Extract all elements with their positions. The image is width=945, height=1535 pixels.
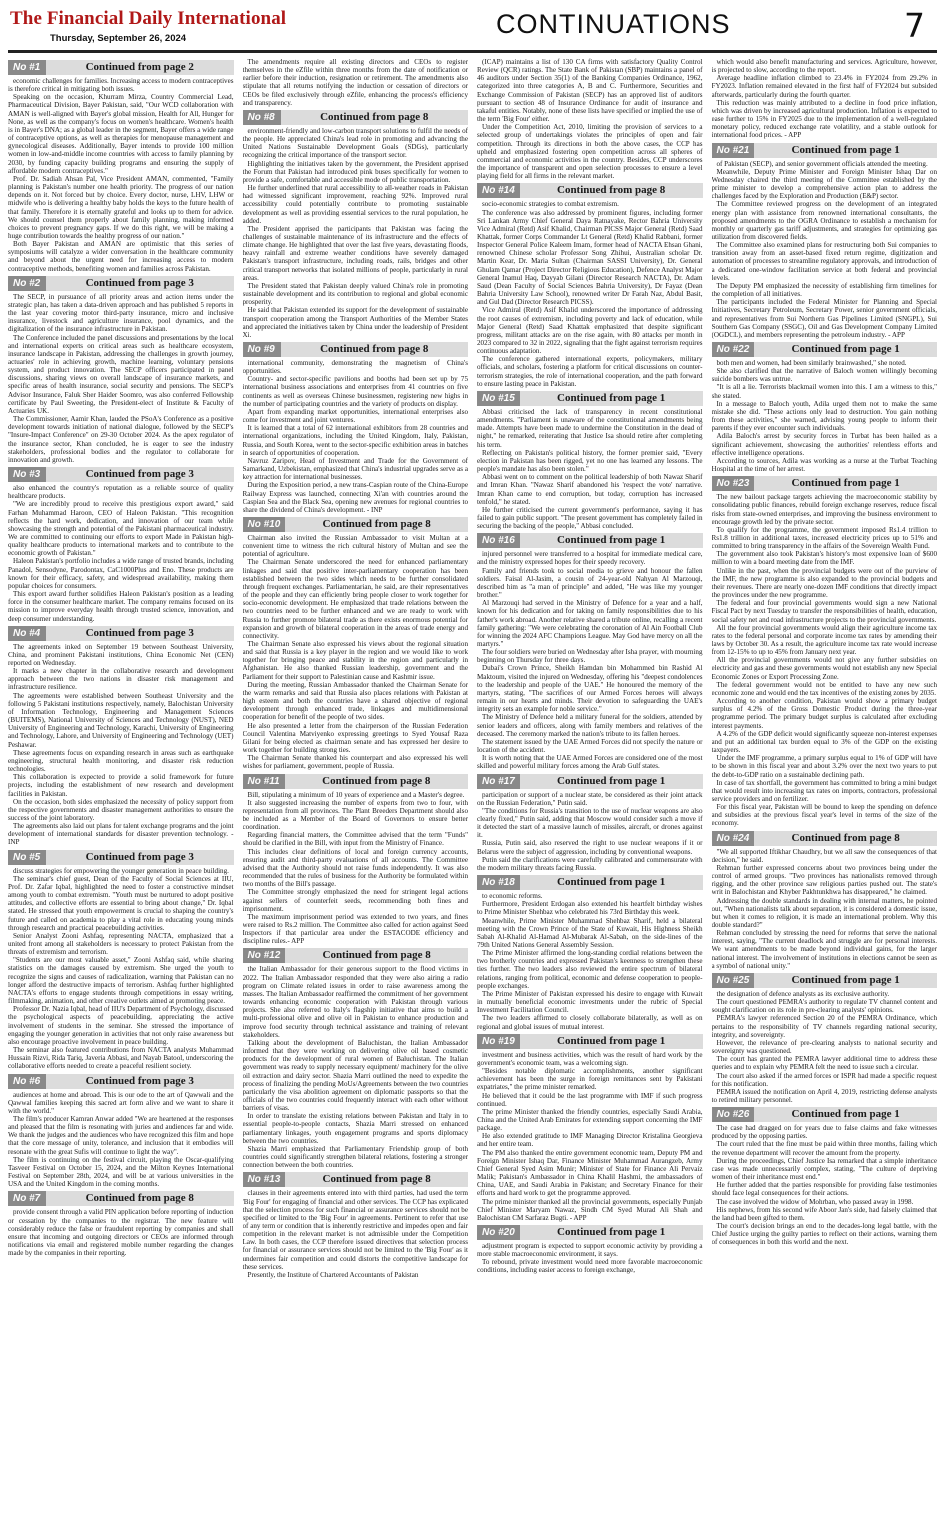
page-number: 7 [904,6,925,45]
paragraph: "We are incredibly proud to receive this prestigious export award," said Farhan Muhammad Haroon, CEO of Haleon Pakistan. "This recognition reflects the hard work, dedication, and innovation of our team while showcasing the strength and potential of the Pakistani pharmaceutical industry. We are committed to continuing our efforts to export Made in Pakistan high-quality healthcare products to international markets and to contribute to the economic growth of Pakistan." [8,500,234,558]
continued-from-label: Continued from page 3 [46,467,234,482]
paragraph: This collaboration is expected to provide a solid framework for future projects, including the establishment of new research and development facilities in Pakistan. [8,773,234,798]
column-2 [243,58,469,1521]
story-body [243,791,469,946]
paragraph: Country- and sector-specific pavilions and booths had been set up by 75 international business associations and enterprises from 41 countries on five continents as well as overseas Chinese businessmen, registering new highs in the number of participating countries and the variety of products on display. [242,375,468,408]
paragraph: The conference gathered international experts, policymakers, military officials, and scholars, fostering a platform for critical discussions on counter-terrorism strategies, the role of international cooperation, and the path forward to ensure lasting peace in Pakistan. [477,355,703,388]
paragraph: The case involved the widow of Mohrban, who passed away in 1998. [716,1197,914,1206]
paragraph: It is worth noting that the UAE Armed Forces are considered one of the most skilled and powerful military forces among the Arab Gulf states. [477,754,703,771]
continued-from-label: Continued from page 1 [520,391,703,406]
paragraph: The Conference included the panel discussions and presentations by the local and international experts on critical areas such as healthcare ecosystem, insurance landscape in Pakistan, addressing the challenges in growth journey, actuaries' role in achieving growth, machine learning, voluntary pensions system, and product innovation. The SECP officers participated in panel discussions, sharing views on overall landscape of insurance markets, and specific areas of health insurance, social security and pensions. The SECP's Advisor Insurance, Faluk Sher Haider Soomro, was also conferred Fellowship certificate by Paul Sweeting, the President-elect of Institute & Faculty of Actuaries UK. [8,333,234,415]
continuation-story [243,110,469,339]
paragraph: economic challenges for families. Increasing access to modern contraceptives is therefore critical in mitigating both issues. [8,77,234,94]
story-body [477,58,703,180]
story-body [8,484,234,623]
story-number-tag: No #10 [243,517,286,532]
story-number-tag: No #17 [477,774,520,789]
story-number-tag: No #20 [477,1225,520,1240]
story-header [712,831,938,846]
paragraph: In a message to Baloch youth, Adila urged them not to make the same mistake she did. "These actions only lead to destruction. You gain nothing from these activities," she warned, advising young people to inform their parents if they ever encounter such individuals. [711,399,937,433]
paragraph: the Italian Ambassador for their generous support to the flood victims in 2022. The Italian Ambassador responded that they were also airing a radio program on Climate related issues in order to raise awareness among the masses. The Italian Ambassador reaffirmed the commitment of her government towards enhancing economic cooperation with Pakistan through various projects. She also referred to Italy's flagship initiative that aims to build a multi-professional olive and olive oil in Pakistan to enhance production and improve food security through technical assistance and training of relevant stakeholders. [242,965,468,1039]
paragraph: The Prime Minister of Pakistan expressed his desire to engage with Kuwait in mutually beneficial economic investments under the rubric of Special Investment Facilitation Council. [477,989,703,1015]
paragraph: It is learned that a total of 62 international exhibitors from 28 countries and international organizations, including the United Kingdom, Italy, Pakistan, Russia, and South Korea, went to the sector-specific exhibition areas in batches in search of opportunities of cooperation. [242,424,468,457]
paragraph: Presently, the Institute of Chartered Accountants of Pakistan [247,1270,419,1279]
story-header [712,476,938,491]
story-header [243,342,469,357]
story-body [8,77,234,273]
section-title: CONTINUATIONS [496,9,731,39]
paragraph: The Committee reviewed progress on the development of an integrated energy plan with assistance from renowned international consultants, the proposed amendments to the OGRA Ordinance to establish a mechanism for monthly or quarterly gas tariff adjustments, and strategies for optimizing gas utilization from discovered fields. [711,200,937,241]
story-body [243,58,469,107]
paragraph: participation or support of a nuclear state, be considered as their joint attack on the Russian Federation," Putin said. [477,790,703,807]
continued-from-label: Continued from page 1 [520,1225,703,1240]
paragraph: To rebound, private investment would need more favorable macroeconomic conditions, including easier access to foreign exchange, [477,1258,703,1275]
paragraph: Prof. Dr. Sadiah Ahsan Pal, Vice President AMAN, commented, "Family planning is Pakistan's number one health priority. The progress of our nation depends on it. Not forced but by choice. Every doctor, nurse, LHV, LHW or midwife who is delivering a healthy baby holds the keys to the future health of that family. Therefore it is eternally grateful and looks up to them for advice. We should counsel them properly about family planning, making informed choices to prevent pregnancy gaps. If we do this right, we will be making a huge contribution towards the healthy progress of our nation." [8,174,234,240]
continued-from-label: Continued from page 8 [285,1172,468,1187]
continuation-story [243,58,469,107]
story-number-tag: No #12 [243,948,286,963]
story-body [712,493,938,827]
paragraph: environment-friendly and low-carbon transport solutions to fulfil the needs of the people. He appreciated China's lead role in promoting and advancing the United Nations Sustainable Development Goals (SDGs), particularly recognizing the critical importance of the transport sector. [242,126,468,160]
continuation-story [712,476,938,827]
story-body [477,892,703,1031]
paragraph: A 4.2% of the GDP deficit would significantly squeeze non-interest expenses and put an additional tax burden equal to 3% of the GDP on the existing taxpayers. [711,729,937,755]
paragraph: This export award further solidifies Haleon Pakistan's position as a leading force in the consumer healthcare market. The company remains focused on its mission to improve everyday health through trusted science, innovation, and deep consumer understanding. [8,590,234,623]
story-header [477,875,703,890]
story-header [477,183,703,198]
column-1 [8,58,234,1521]
paragraph: In case of tax shortfall, the government has committed to bring a mini budget that would result into increasing tax rates on imports, contractors, professional service providers and on fertilizer. [711,778,937,803]
paragraph: Haleon Pakistan's portfolio includes a wide range of trusted brands, including Panadol, Sensodyne, Parodontax, CaC1000Plus and Eno. These products are known for their efficacy, safety, and widespread availability, making them popular choices for consumers. [8,557,234,590]
story-body [243,965,469,1169]
story-number-tag: No #4 [8,626,46,641]
story-number-tag: No #2 [8,276,46,291]
paragraph: All the provincial governments would not give any further subsidies on electricity and gas and these governments would not establish any new Special Economic Zones or Export Processing Zone. [711,656,937,681]
newspaper-page [8,6,937,1523]
paragraph: The Deputy PM emphasized the necessity of establishing firm timelines for the completion of all initiatives. [711,281,937,299]
story-header [712,143,938,158]
story-body [712,58,938,140]
continuation-story [477,774,703,873]
paragraph: injured personnel were transferred to a hospital for immediate medical care, and the ministry expressed hopes for their speedy recovery. [477,550,703,567]
paragraph: The agreements also laid out plans for talent exchange programs and the joint development of international standards for disaster prevention technology. - INP [8,822,234,847]
continued-from-label: Continued from page 3 [46,1074,234,1089]
paragraph: Regarding financial matters, the Committee advised that the term "Funds" should be clarified in the Bill, with input from the Ministry of Finance. [242,831,468,848]
story-body [477,200,703,388]
paragraph: The President apprised the participants that Pakistan was facing the challenges of sustainable maintenance of its infrastructure and the effects of climate change. He highlighted that over the last five years, devastating floods, heavy rainfall and extreme weather conditions have severely damaged Pakistan's transport infrastructure, including roads, rails, bridges and other critical transport networks that isolated millions of people, particularly in rural areas. [242,224,468,282]
paragraph: The amendments require all existing directors and CEOs to register themselves in the eZfile within three months from the date of notification or earlier before their induction, resignation or retirement. The amendments also stipulate that all returns notifying the induction or cessation of directors or CEOs be filed exclusively through eZfile, enhancing the process's efficiency and transparency. [242,58,468,107]
masthead [8,6,937,53]
paragraph: Navruz Zaripov, Head of Investment and Trade for the Government of Samarkand, Uzbekistan, emphasized that China's industrial upgrades serve as a key attraction for international businesses. [242,456,468,482]
continuation-story [8,276,234,464]
paragraph: The Chairman Senate underscored the need for enhanced parliamentary linkages and said that positive inter-parliamentary cooperation has been established between the two sides which needs to be further consolidated through frequent exchanges. Parliamentarian, he said, are their representatives of the people and they can efficiently bring people closer to work together for socio-economic development. He emphasized that trade relations between the two countries need to be further enhanced and we are ready to work with Russia to further promote bilateral trade as there exists enormous potential for expansion and growth of bilateral cooperation in the areas of trade energy and connectivity. [242,558,468,640]
paragraph: He further added that the parties responsible for providing false testimonies should face legal consequences for their actions. [711,1181,937,1198]
continuation-story [712,831,938,970]
story-number-tag: No #8 [243,110,281,125]
paragraph: On the occasion, both sides emphasized the necessity of policy support from the respective governments and disaster management authorities to ensure the success of the joint laboratory. [8,797,234,822]
paragraph: In order to translate the existing relations between Pakistan and Italy in to essential people-to-people contacts, Shazia Marri stressed on enhanced parliamentary linkages, youth engagement programs and sports diplomacy between the two countries. [242,1112,468,1145]
continuation-story [477,58,703,180]
paragraph: The two leaders affirmed to closely collaborate bilaterally, as well as on regional and global issues of mutual interest. [477,1014,703,1031]
continued-from-label: Continued from page 1 [520,774,703,789]
story-header [477,774,703,789]
paragraph: investment and business activities, which was the result of hard work by the government's economic team, was a welcoming sign. [477,1050,703,1067]
paragraph: The Chairman Senate thanked his counterpart and also expressed his well wishes for parliament, government, people of Russia. [242,754,468,771]
paragraph: The court's decision brings an end to the decades-long legal battle, with the Chief Justice urging the guilty parties to reflect on their actions, warning them of consequences in both this world and the next. [711,1222,937,1247]
paragraph: Family and friends took to social media to grieve and honour the fallen soldiers. Faisal Al-Jasim, a cousin of 24-year-old Nahyan Al Marzouqi, described him as "a man of principle" and added, "He was like my younger brother." [477,566,703,600]
paragraph: of Pakistan (SECP), and senior government officials attended the meeting. [716,159,928,168]
continued-from-label: Continued from page 3 [46,276,234,291]
paragraph: Rehman concluded by stressing the need for reforms that serve the national interest, saying, "The current deadlock and struggle are for personal interests. We want amendments to be made beyond individual gains, for the larger national interest. The involvement of institutions in elections cannot be seen as a symbol of national unity." [711,929,937,970]
paragraph: "Besides notable diplomatic accomplishments, another significant achievement has been the surge in foreign remittances sent by Pakistani expatriates," the prime minister remarked. [477,1067,703,1092]
paragraph: During the Exposition period, a new trans-Caspian route of the China-Europe Railway Express was launched, connecting Xi'an with countries around the Caspian Sea and the Black Sea, opening new avenues for regional countries to share the dividend of China's development. - INP [242,481,468,514]
story-body [8,643,234,847]
paragraph: The federal government would not be entitled to have any new such economic zone and would end the tax incentives of the existing zones by 2035. [711,680,937,697]
continued-from-label: Continued from page 2 [46,60,234,75]
paragraph: The Commissioner, Aamir Khan, lauded the PSoA's Conference as a positive development towards initiation of national dialogue, followed by the SECP's "Insure-Impact Conference" on 29-30 October 2024. As the apex regulator of the insurance sector, Khan concluded, he is eager to see the industry stakeholders, professional bodies and the regulator to collaborate for innovation and growth. [8,415,234,464]
paragraph: Rehman further expressed concerns about two provinces being under the control of armed groups. "Two provinces has nationalists removed through rigging, and the other province saw religious parties pushed out. The state's writ in Balochistan and Khyber Pakhtunkhwa has disappeared," he claimed. [711,863,937,897]
paragraph: He further underlined that rural accessibility to all-weather roads in Pakistan had witnessed significant improvement, reaching 92%. Improved rural accessibility could potentially contribute to promoting sustainable development as well as providing essential services to the rural population, he added. [242,184,468,225]
story-number-tag: No #24 [712,831,755,846]
story-header [8,1191,234,1206]
paragraph: She also clarified that the narrative of Baloch women willingly becoming suicide bombers was untrue. [711,367,937,384]
paragraph: During the proceedings, Chief Justice Isa remarked that a simple inheritance case was made unnecessarily complex, stating, "The culture of depriving women of their inheritance must end." [711,1156,937,1182]
continuation-story [243,517,469,771]
paragraph: The federal and four provincial governments would sign a new National Fiscal Pact by next Tuesday to transfer the responsibilities of health, education, social safety net and road infrastructure projects to the provincial governments. [711,599,937,624]
story-body [243,127,469,339]
paragraph: The seminar also featured contributions from NACTA analysts Muhammad Hussain Rizvi, Rida Tariq, Javeria Abbasi, and Nayab Batool, underscoring the collaborative efforts needed to create a peaceful resilient society. [8,1046,234,1071]
story-header [712,973,938,988]
continuation-story [477,183,703,388]
paragraph: (ICAP) maintains a list of 130 CA firms with satisfactory Quality Control Review (QCR) ratings. The State Bank of Pakistan (SBP) maintains a panel of 46 auditors under Section 35(1) of the Banking Companies Ordinance, 1962, categorized into three categories A, B and C. Furthermore, Securities and Exchange Commission of Pakistan (SECP) has an approved list of auditors pursuant to section 48 of Insurance Ordinance for audit of insurance and takaful entities. Notably, none of these lists have specified or implied the use of the term 'Big Four' either. [477,58,703,124]
story-number-tag: No #23 [712,476,755,491]
article-columns [8,58,937,1521]
paragraph: The agreements inked on September 19 between Southeast University, China, and prominent Pakistani institutions, China Economic Net (CEN) reported on Wednesday. [8,642,234,667]
paragraph: According to sources, Adila was working as a nurse at the Turbat Teaching Hospital at the time of her arrest. [711,456,937,474]
paragraph: The case had dragged on for years due to false claims and fake witnesses produced by the opposing parties. [711,1124,937,1141]
continuation-story [477,1225,703,1275]
paragraph: Unlike in the past, when the provincial budgets were out of the purview of the IMF, the new programme is also expanded to the provincial budgets and their revenues. There are nearly one-dozen IMF conditions that directly impact the provinces under the new programme. [711,566,937,600]
paragraph: Adila Baloch's arrest by security forces in Turbat has been hailed as a significant achievement, showcasing the authorities' relentless efforts and effective intelligence operations. [711,432,937,457]
continuation-story [243,1172,469,1279]
paragraph: These agreements focus on expanding research in areas such as earthquake engineering, structural health monitoring, and disaster risk reduction technologies. [8,748,234,774]
paragraph: PEMRA's lawyer referenced Section 20 of the PEMRA Ordinance, which pertains to the responsibility of TV channels regarding national security, integrity, and sovereignty. [711,1014,937,1039]
paragraph: The seminar's chief guest, Dean of the Faculty of Social Sciences at IIU, Prof. Dr. Zafar Iqbal, highlighted the need to foster a constructive mindset among youth to combat extremism. "Youth must be nurtured to adopt positive attitudes, and collective efforts are essential to bring about change," Dr. Iqbal stated. He stressed that youth empowerment is crucial to shaping the country's future and called on academia to play a vital role in educating young minds through research and practical peacebuilding activities. [8,874,234,932]
story-number-tag: No #3 [8,467,46,482]
paragraph: discuss strategies for empowering the younger generation in peace building. [13,866,229,875]
paragraph: All the four provincial governments would align their agriculture income tax rates to the federal personal and corporate income tax rates by amending their laws by October 30. As a result, the agriculture income tax rate would increase from 12-15% to up to 45% from January next year. [711,623,937,657]
column-3 [477,58,703,1521]
paragraph: The participants included the Federal Minister for Planning and Special Initiatives, Secretary Petroleum, Secretary Power, senior government officials, and representatives from Sui Northern Gas Pipelines Limited (SNGPL), Sui Southern Gas Company (SSGC), Oil and Gas Development Company Limited (OGDCL), and members representing the petroleum industry. - APP [711,298,937,339]
story-header [8,626,234,641]
paragraph: Chairman also invited the Russian Ambassador to visit Multan at a convenient time to witness the rich cultural history of Multan and see the potential of agriculture. [242,533,468,559]
continuation-story [8,1191,234,1257]
continuation-story [712,973,938,1104]
story-header [8,1074,234,1089]
paragraph: His nephews, from his second wife Aboor Jan's side, had falsely claimed that the land had been gifted to them. [711,1205,937,1222]
paragraph: Addressing the double standards in dealing with internal matters, he pointed out, "When nationalists talk about separation, it is considered a domestic issue, but when it comes to religion, it is made an international problem. Why this double standard?" [711,896,937,929]
paragraph: He further criticised the current government's performance, saying it has failed to gain public support. "The present government has completely failed in securing the backing of the people," Abbasi concluded. [477,505,703,531]
paragraph: However, the relevance of pre-clearing analysts to national security and sovereignty was questioned. [711,1038,937,1056]
paragraph: The maximum imprisonment period was extended to two years, and fines were raised to Rs.2 million. The Committee also called for action against Seed Inspectors if that particular area under the ESTACODE efficiency and discipline rules.- APP [242,912,468,946]
paragraph: "The conditions for Russia's transition to the use of nuclear weapons are also clearly fixed," Putin said, adding that Moscow would consider such a move if it detected the start of a massive launch of missiles, aircraft, or drones against it. [477,806,703,840]
continuation-story [243,342,469,514]
continued-from-label: Continued from page 8 [520,183,703,198]
story-number-tag: No #11 [243,774,285,789]
paragraph: "We all supported Iftikhar Chaudhry, but we all saw the consequences of that decision," he said. [711,847,937,864]
continuation-story [8,467,234,623]
paragraph: The four soldiers were buried on Wednesday after Isha prayer, with mourning beginning on Thursday for three days. [477,648,703,665]
paragraph: both men and women, had been similarly brainwashed," she noted. [716,359,907,367]
story-number-tag: No #6 [8,1074,46,1089]
story-number-tag: No #18 [477,875,520,890]
story-header [477,533,703,548]
continued-from-label: Continued from page 8 [46,1191,234,1206]
paragraph: To qualify for the programme, the government imposed Rs1.4 trillion to Rs1.8 trillion in additional taxes, increased electricity prices up to 51% and committed to bring transparency in the affairs of the Sovereign Wealth Fund. [711,525,937,551]
column-4 [712,58,938,1521]
continued-from-label: Continued from page 8 [754,831,937,846]
story-number-tag: No #5 [8,850,46,865]
continuation-story [477,875,703,1031]
paragraph: The court has granted the PEMRA lawyer additional time to address these queries and to explain why PEMRA felt the need to issue such a circular. [711,1055,937,1072]
paragraph: The Committee also examined plans for restructuring both Sui companies to transition away from an asset-based fixed return regime, digitization and automation of processes to streamline regulatory approvals, and introduction of a dedicated one-window facilitation service at both federal and provincial levels. [711,241,937,282]
story-body [477,550,703,770]
paragraph: international community, demonstrating the magnetism of China's opportunities. [242,359,468,376]
continued-from-label: Continued from page 8 [285,774,468,789]
story-body [8,1208,234,1257]
story-header [8,850,234,865]
continuation-story [712,143,938,339]
continuation-story [712,58,938,140]
paragraph: Abbasi criticised the lack of transparency in recent constitutional amendments. "Parliament is unaware of the constitutional amendments being made. Attempts have been made to undermine the Constitution in the dead of night," he remarked, reiterating that Justice Isa should retire after completing his term. [477,407,703,449]
story-number-tag: No #22 [712,342,755,357]
story-number-tag: No #21 [712,143,755,158]
continuation-story [8,60,234,273]
story-number-tag: No #1 [8,60,46,75]
paragraph: "Students are our most valuable asset," Zooni Ashfaq said, while sharing statistics on the damages caused by extremism. She urged the youth to recognize the signs and causes of radicalization, warning that Pakistan can no longer afford the destructive impacts of terrorism. Ashfaq further highlighted NACTA's efforts to engage students through competitions in essay writing, filmmaking, animation, and other creative outlets aimed at promoting peace. [8,956,234,1006]
paragraph: The film's producer Kamran Anwar added "We are heartened at the responses and pleased that the film is resonating with juries and audiences far and wide. We thank the judges and the audiences who have recognized this film and hope that the core message of unity, tolerance, and inclusion that it embodies will resonate with the great Sufis will continue to light the way". [8,1114,234,1156]
paragraph: Meanwhile, Deputy Prime Minister and Foreign Minister Ishaq Dar on Wednesday chaired the third meeting of the Committee established by the prime minister to develop a comprehensive action plan to address the challenges faced by the Exploration and Production (E&P) sector. [711,167,937,201]
paragraph: clauses in their agreements entered into with third parties, had used the term 'Big Four' for engaging of financial and other services. The CCP has explicated that the selection process for such financial or assurance services should not be specified or limited to the 'Big Four' in agreements. Pertinent to refer that use of any term or condition that is inherently restrictive and impedes open and fair competition in the relevant market is not admissible under the Competition Law. In both cases, the CCP therefore issued directives that selection process for financial or assurance services should not be limited to the 'Big Four' as it undermines fair competition and could distorts the competitive landscape for these services. [242,1189,468,1271]
paragraph: The Ministry of Defence held a military funeral for the soldiers, attended by senior leaders and officers, along with family members and relatives of the deceased. The ceremony marked the nation's tribute to its fallen heroes. [477,713,703,738]
story-body [477,791,703,873]
story-body [243,359,469,514]
continued-from-label: Continued from page 1 [754,1107,937,1122]
paragraph: Putin said the clarifications were carefully calibrated and commensurate with the modern military threats facing Russia. [477,855,703,872]
paragraph: Highlighting the initiatives taken by the government, the President apprised the Forum that Pakistan had introduced pink buses specifically for women to provide a safe, comfortable and accessible mode of public transportation. [242,159,468,184]
story-body [712,359,938,473]
paragraph: Average headline inflation climbed to 23.4% in FY2024 from 29.2% in FY2023. Inflation remained elevated in the first half of FY2024 but subsided afterwards, particularly during the fourth quarter. [711,74,937,99]
story-body [243,534,469,771]
story-body [477,1051,703,1222]
paragraph: Speaking on the occasion, Khurram Mirza, Country Commercial Lead, Pharmaceutical Division, Bayer Pakistan, said, "Our WCD collaboration with AMAN is well-aligned with Bayer's global mission, Health for All, Hunger for None, as well as the company's focus on women's healthcare. Women's health is in Bayer's DNA; as a global leader in the segment, Bayer offers a wide range of contraceptive options, as well as therapies for menopause management and gynecological diseases. Additionally, Bayer intends to provide 100 million women in low-and-middle income countries with access to family planning by 2030, by funding capacity building programs and ensuring the supply of affordable modern contraceptives." [8,93,234,175]
story-number-tag: No #14 [477,183,520,198]
story-header [712,342,938,357]
paragraph: The new bailout package targets achieving the macroeconomic stability by consolidating public finances, rebuild foreign exchange reserves, reduce fiscal risks from state-owned enterprises, and improving the business environment to encourage growth led by the private sector. [711,493,937,526]
paragraph: Furthermore, President Erdogan also extended his heartfelt birthday wishes to Prime Minister Shehbaz who celebrated his 73rd Birthday this week. [477,900,703,917]
continuation-story [477,1034,703,1222]
paragraph: The agreements were established between Southeast University and the following 5 Pakistani institutions respectively, namely, Balochistan University of Information Technology, Engineering and Management Sciences (BUITEMS), National University of Sciences and Technology (NUST), NED University of Engineering and Technology, Karachi, University of Engineering and Technology, Lahore, and University of Engineering and Technology (UET) Peshawar. [8,691,234,749]
paragraph: Under the IMF programme, a primary surplus equal to 1% of GDP will have to be shown in this fiscal year and about 3.2% over the next two years to put the debt-to-GDP ratio on a sustainable declining path. [711,754,937,779]
continuation-story [477,533,703,770]
paragraph: The conference was also addressed by prominent figures, including former Sri Lankan Army Chief General Daya Ratnayake, Rector Bahria University Vice Admiral (Retd) Asif Khalid, Chairman PICSS Major General (Retd) Saad Khattak, former Corps Commander Lt General (Retd) Khalid Rabbani, former Inspector General Police Kaleem Imam, former head of NACTA Ehsan Ghani, renowned Chinese scholar Professor Song Zhihui, Australian scholar Dr. Martin Kear, Dr. Maria Sultan (Chairman SASSI University), Dr. General Ghulam Qamar (Project Director Religious Education), Defence Analyst Major General Inamul Haq, Dayyab Gilani (Director Research NACTA), Dr. Adam Saud (Dean Faculty of Social Sciences Bahria University), Dr Fayaz (Dean Bahria University Law School), renowned writer Dr Farah Naz, Abdul Basit, and Gul Dad (Director Research PICSS). [477,208,703,307]
paragraph: He said that Pakistan extended its support for the development of sustainable transport cooperation among the Transport Authorities of the Member States and appreciated the initiatives taken by China under the leadership of President Xi. [242,306,468,339]
continued-from-label: Continued from page 3 [46,850,234,865]
continuation-story [477,391,703,530]
continuation-story [8,850,234,1071]
paragraph: It also suggested increasing the number of experts from two to four, with representation from all provinces. The Plant Breeders Department should also be included as a Member of the Board of Governors to ensure better coordination. [242,798,468,832]
paragraph: According to another condition, Pakistan would show a primary budget surplus of 4.2% of the Gross Domestic Product during the three-year programme period. The primary budget surplus is calculated after excluding interest payments. [711,697,937,730]
paragraph: to economic reforms. [482,892,543,901]
continued-from-label: Continued from page 3 [46,626,234,641]
paragraph: Al Marzouqi had served in the Ministry of Defence for a year and a half, known for his dedication and for taking on family responsibilities due to his father's work abroad. Another relative shared a tribute online, recalling a recent family gathering: "We were celebrating the coronation of Al Ain Football Club for winning the 2024 AFC Champions League. May God have mercy on all the martyrs." [477,599,703,648]
paragraph: Professor Dr. Nazia Iqbal, head of IIU's Department of Psychology, discussed the psychological aspects of peacebuilding, appreciating the active involvement of students in the seminar. She stressed the importance of engaging the younger generation in activities that not only raise awareness but also encourage proactive involvement in peace building. [8,1005,234,1046]
paragraph: This includes clear definitions of local and foreign currency accounts, ensuring audit and third-party evaluations of all accounts. The Committee advised that the Authority should not raise funds independently. It was also recommended that the rules of business for the Authority be formulated within two months of the Bill's passage. [242,847,468,889]
story-header [243,517,469,532]
story-number-tag: No #9 [243,342,281,357]
paragraph: provide consent through a valid PIN application before reporting of induction or cessation by the companies to the registrar. The new feature will considerably reduce the false or fraudulent reporting by companies and shall ensure that incoming and outgoing directors or CEOs are informed through notifications via email and registered mobile number regarding the changes made by the companies in their reporting. [8,1208,234,1258]
story-header [8,60,234,75]
story-header [243,948,469,963]
story-body [477,1242,703,1275]
story-header [477,1034,703,1049]
continued-from-label: Continued from page 1 [520,875,703,890]
paragraph: The prime Minister thanked the friendly countries, especially Saudi Arabia, China and the United Arab Emirates for extending support concerning the IMF package. [477,1107,703,1133]
story-number-tag: No #16 [477,533,520,548]
paragraph: The SECP, in pursuance of all priority areas and action items under the strategic plan, has taken a data-driven approach and has published 5 reports in the last year covering motor third-party insurance, micro and inclusive insurance, livestock and agriculture insurance, pool dynamics, and the digitalization of the insurance infrastructure in Pakistan. [8,292,234,334]
story-number-tag: No #13 [243,1172,286,1187]
continued-from-label: Continued from page 1 [754,342,937,357]
continued-from-label: Continued from page 8 [285,517,468,532]
story-header [712,1107,938,1122]
paragraph: The court also asked if the armed forces or ISPR had made a specific request for this notification. [711,1071,937,1088]
paragraph: It marks a new chapter in the collaborative research and development approach between the two nations in disaster risk management and infrastructure resilience. [8,667,234,692]
continuation-story [712,1107,938,1246]
story-body [712,848,938,970]
paragraph: The film is continuing on the festival circuit, playing the Oscar-qualifying Tasveer Festival on October 15, 2024, and the Milton Keynes International Festival on September 28th, 2024, and will be at various universities in the USA and the United Kingdom in the coming months. [8,1155,234,1189]
story-header [8,276,234,291]
paragraph: Vice Admiral (Retd) Asif Khalid underscored the importance of addressing the root causes of extremism, including poverty and lack of education, while Major General (Retd) Saad Khattak emphasized that despite significant progress, militant attacks are on the rise again, with 80 attacks per month in 2023 compared to 32 in 2022, signaling that the fight against terrorism requires continuous adaptation. [477,306,703,356]
paragraph: adjustment program is expected to support economic activity by providing a more stable macroeconomic environment, it says. [477,1242,703,1259]
continued-from-label: Continued from page 1 [520,533,703,548]
continued-from-label: Continued from page 8 [281,110,469,125]
paragraph: The statement issued by the UAE Armed Forces did not specify the nature or location of the accident. [477,737,703,755]
story-body [712,990,938,1104]
story-body [8,1091,234,1189]
paragraph: The prime minister thanked all the provincial governments, especially Punjab Chief Minister Maryam Nawaz, Sindh CM Syed Murad Ali Shah and Balochistan CM Sarfaraz Bugti. - APP [477,1197,703,1222]
story-header [243,110,469,125]
paragraph: The court questioned PEMRA's authority to regulate TV channel content and sought clarification on its role in pre-clearing analysts' opinions. [711,998,937,1015]
paragraph: the designation of defence analysts as its exclusive authority. [716,989,890,998]
continued-from-label: Continued from page 1 [520,1034,703,1049]
paragraph: Talking about the development of Baluchistan, the Italian Ambassador informed that they were working on delivering olive oil based cosmetic products for the development of rural women of Baluchistan. The Italian government was ready to supply necessary equipment/ machinery for the olive oil extraction and dairy sector. Shazia Marri outlined the need to expedite the process of finalizing the pending MoUs/Agreements between the two countries particularly the visa abolition agreement on diplomatic passports so that the officials of the two countries could frequently interact with each other without barriers of visas. [242,1038,468,1113]
paragraph: This reduction was mainly attributed to a decline in food price inflation, which was driven by increased agricultural production. Inflation is expected to ease further to 15% in FY2025 due to the implementation of a well-regulated monetary policy, reduced exchange rate volatility, and a stable outlook for international food prices. - APP [711,98,937,140]
continued-from-label: Continued from page 1 [754,476,937,491]
paragraph: also enhanced the country's reputation as a reliable source of quality healthcare products. [8,484,234,501]
story-body [477,408,703,530]
story-header [477,391,703,406]
paragraph: Shazia Marri emphasized that Parliamentary Friendship group of both countries could significantly strengthen bilateral relations, fostering a stronger connection between the both countries. [242,1144,468,1170]
continuation-story [712,342,938,473]
paragraph: The government also took Pakistan's history's most expensive loan of $600 million to win a board meeting date from the IMF. [711,550,937,567]
paragraph: Dubai's Crown Prince, Sheikh Hamdan bin Mohammed bin Rashid Al Maktoum, visited the injured on Wednesday, offering his "deepest condolences to the leadership and people of the UAE." He honoured the memory of the martyrs, stating, "The sacrifices of our Armed Forces heroes will always remain in our hearts and minds. Their devotion to safeguarding the UAE's integrity sets an example for noble service." [477,664,703,714]
paragraph: Abbasi went on to comment on the political leadership of both Nawaz Sharif and Imran Khan. "Nawaz Sharif abandoned his 'respect the vote' narrative. Imran Khan came to end corruption, but today, corruption has increased tenfold," he stated. [477,473,703,506]
continuation-story [243,774,469,946]
paragraph: Reflecting on Pakistan's political history, the former premier said, "Every election in Pakistan has been rigged, yet no one has learned any lessons. The people's mandate has also been stolen." [477,448,703,474]
story-body [712,1124,938,1246]
paragraph: He also presented a letter from the chairperson of the Russian Federation Council Valentina Matviyenko expressing greetings to Syed Yousaf Raza Gilani for being elected as chairman senate and has expressed her desire to work together for building strong ties. [242,721,468,755]
story-header [477,1225,703,1240]
story-number-tag: No #25 [712,973,755,988]
paragraph: The Chairman Senate also expressed his views about the regional situation and said that Russia is a key player in the region and we would like to work together for bringing peace and stability in the region and particularly in Afghanistan. He also thanked Russian leadership, government and the Parliament for their support to Palestinian cause and Kashmir issue. [242,640,468,681]
continuation-story [243,948,469,1169]
story-body [712,160,938,339]
story-body [8,867,234,1071]
paragraph: socio-economic strategies to combat extremism. [482,200,619,209]
paragraph: Apart from expanding market opportunities, international enterprises also come for investment and joint ventures. [242,407,468,425]
paragraph: For this fiscal year, Pakistan will be bound to keep the spending on defence and subsidies at the previous fiscal year's level in terms of the size of the economy. [711,803,937,828]
paragraph: The President stated that Pakistan deeply valued China's role in promoting sustainable development and its contribution to regional and global economic prosperity. [242,281,468,307]
paragraph: "It is all a lie. Terrorists blackmail women into this. I am a witness to this," she stated. [711,383,937,400]
paragraph: Senior Analyst Zooni Ashfaq, representing NACTA, emphasized that a united front among all stakeholders is necessary to protect Pakistan from the threats of extremism and terrorism. [8,931,234,957]
paragraph: During the meeting, Russian Ambassador thanked the Chairman Senate for the warm remarks and said that Russia also places relations with Pakistan at high esteem and both the countries have a shared objective of regional development through enhanced trade, linkages and multidimensional cooperation for benefit of the people of two sides. [242,680,468,722]
continued-from-label: Continued from page 1 [754,143,937,158]
publication-date: Thursday, September 26, 2024 [50,33,187,44]
story-number-tag: No #15 [477,391,520,406]
paragraph: Both Bayer Pakistan and AMAN are optimistic that this series of symposiums will catalyze a wider conversation in the healthcare community and beyond about the urgent need for increasing access to modern contraceptive methods, benefiting women and families across Pakistan. [8,240,234,273]
paragraph: PEMRA issued the notification on April 4, 2019, restricting defense analysts to retired military personnel. [711,1087,937,1104]
story-header [243,1172,469,1187]
paragraph: which would also benefit manufacturing and services. Agriculture, however, is projected to slow, according to the report. [711,58,937,75]
paragraph: Russia, Putin said, also reserved the right to use nuclear weapons if it or Belarus were the subject of aggression, including by conventional weapons. [477,839,703,856]
story-body [8,293,234,464]
paragraph: The court ruled that the fine must be paid within three months, failing which the revenue department will recover the amount from the property. [711,1140,937,1157]
paragraph: He believed that it could be the last programme with IMF if such progress continued. [477,1091,703,1108]
continued-from-label: Continued from page 8 [281,342,469,357]
story-number-tag: No #26 [712,1107,755,1122]
continued-from-label: Continued from page 8 [285,948,468,963]
newspaper-logo: The Financial Daily International [10,8,287,29]
paragraph: audiences at home and abroad. This is our ode to the art of Qawwali and the Qawwal families keeping this sacred art form alive and we want to share it with the world." [8,1090,234,1115]
story-body [243,1189,469,1279]
story-number-tag: No #7 [8,1191,46,1206]
continued-from-label: Continued from page 1 [754,973,937,988]
continuation-story [8,626,234,847]
paragraph: Bill, stipulating a minimum of 10 years of experience and a Master's degree. [247,790,465,799]
paragraph: The PM also thanked the entire government economic team, Deputy PM and Foreign Minister Ishaq Dar, Finance Minister Muhammad Aurangzeb, Army Chief General Syed Asim Munir; Minister of State for Finance Ali Pervaiz Malik; Pakistan's Ambassador in China Khalil Hashmi, the ambassadors of China, UAE, and Saudi Arabia in Pakistan; and Secretary Finance for their efforts and hard work to get the programme approved. [477,1148,703,1198]
paragraph: The Prime Minister affirmed the long-standing cordial relations between the two brotherly countries and expressed Pakistan's keenness to strengthen these ties further. The two leaders also reviewed the entire spectrum of bilateral relations, ranging from political, economic and defense cooperation to people-people exchanges. [477,949,703,990]
story-header [243,774,469,789]
paragraph: Meanwhile, Prime Minister Muhammad Shehbaz Sharif, held a bilateral meeting with the Crown Prince of the State of Kuwait, His Highness Sheikh Sabah Al-Khalid Al-Hamad Al-Mubarak Al-Sabah, on the side-lines of the 79th United Nations General Assembly Session. [477,916,703,949]
paragraph: The Committee strongly emphasized the need for stringent legal actions against sellers of counterfeit seeds, recommending both fines and imprisonment. [242,888,468,913]
paragraph: He also extended gratitude to IMF Managing Director Kristalina Georgieva and her entire team. [477,1132,703,1149]
paragraph: Under the Competition Act, 2010, limiting the provision of services to a selected group of undertakings violates the principles of open and fair competition. Through its directions in both the above cases, the CCP has upheld and emphasized fostering open competition across all spheres of commercial and economic activities in the country. Besides, CCP underscores the importance of transparent and open selection processes to ensure a level playing field for all firms in the relevant market. [477,123,703,181]
story-header [8,467,234,482]
story-number-tag: No #19 [477,1034,520,1049]
continuation-story [8,1074,234,1189]
